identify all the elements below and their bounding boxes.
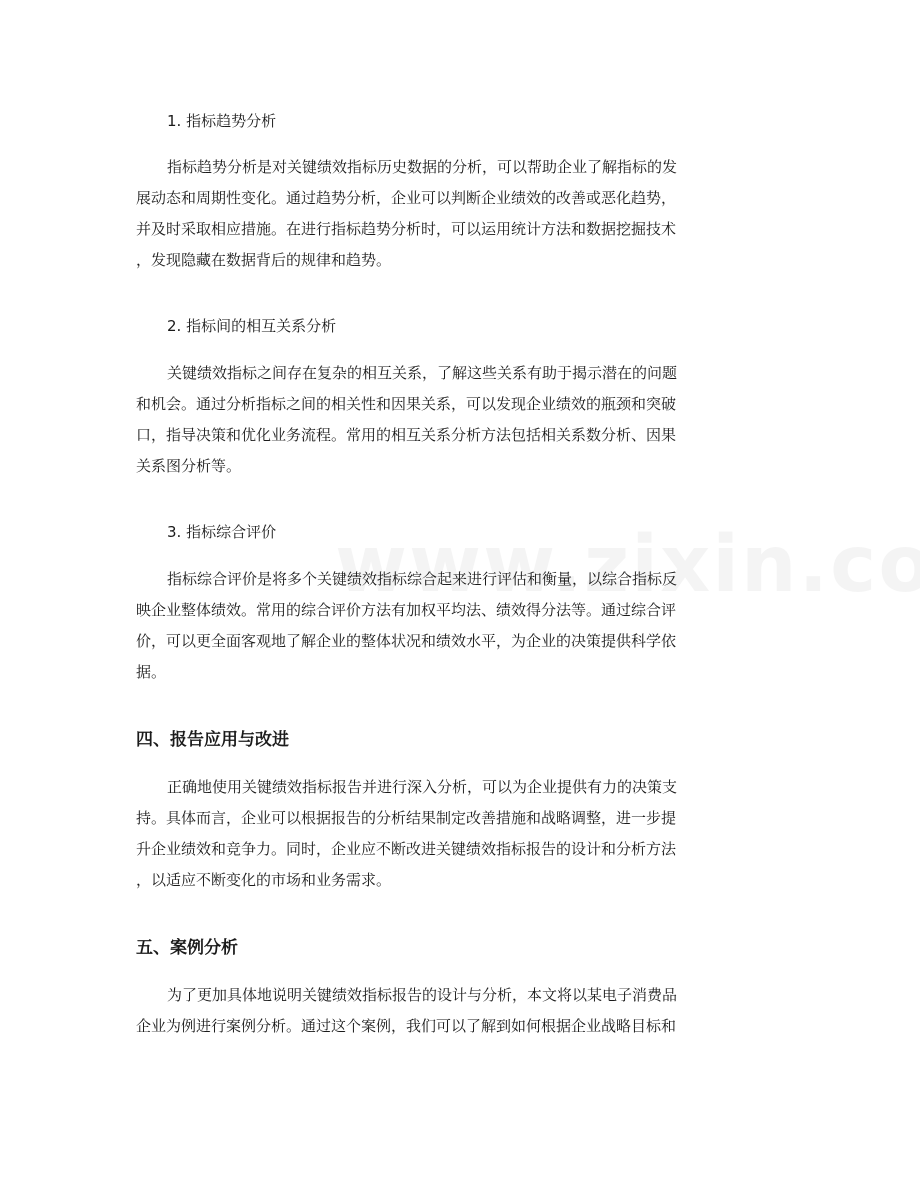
paragraph-line: 口，指导决策和优化业务流程。常用的相互关系分析方法包括相关系数分析、因果 (136, 426, 677, 444)
paragraph-line: 指标综合评价是将多个关键绩效指标综合起来进行评估和衡量，以综合指标反 (167, 570, 678, 588)
heading-report-application: 四、报告应用与改进 (136, 730, 289, 750)
subheading-comprehensive-evaluation: 3. 指标综合评价 (167, 523, 277, 541)
heading-case-analysis: 五、案例分析 (136, 938, 238, 958)
subheading-trend-analysis: 1. 指标趋势分析 (167, 112, 277, 130)
paragraph-line: 为了更加具体地说明关键绩效指标报告的设计与分析，本文将以某电子消费品 (167, 986, 678, 1004)
paragraph-line: 和机会。通过分析指标之间的相关性和因果关系，可以发现企业绩效的瓶颈和突破 (136, 395, 677, 413)
paragraph-line: 关键绩效指标之间存在复杂的相互关系，了解这些关系有助于揭示潜在的问题 (167, 364, 678, 382)
paragraph-line: 指标趋势分析是对关键绩效指标历史数据的分析，可以帮助企业了解指标的发 (167, 158, 678, 176)
paragraph-line: 持。具体而言，企业可以根据报告的分析结果制定改善措施和战略调整，进一步提 (136, 809, 677, 827)
paragraph-line: 关系图分析等。 (136, 457, 242, 475)
paragraph-line: 企业为例进行案例分析。通过这个案例，我们可以了解到如何根据企业战略目标和 (136, 1017, 677, 1035)
paragraph-line: 价，可以更全面客观地了解企业的整体状况和绩效水平，为企业的决策提供科学依 (136, 632, 677, 650)
paragraph-line: ，以适应不断变化的市场和业务需求。 (136, 871, 392, 889)
paragraph-line: 映企业整体绩效。常用的综合评价方法有加权平均法、绩效得分法等。通过综合评 (136, 601, 677, 619)
paragraph-line: 据。 (136, 663, 167, 681)
paragraph-case-analysis (136, 980, 786, 1042)
paragraph-comprehensive-evaluation (136, 564, 786, 688)
paragraph-trend-analysis (136, 152, 786, 276)
paragraph-correlation-analysis (136, 358, 786, 482)
paragraph-line: ，发现隐藏在数据背后的规律和趋势。 (136, 251, 392, 269)
subheading-correlation-analysis: 2. 指标间的相互关系分析 (167, 317, 337, 335)
paragraph-report-application (136, 772, 786, 896)
paragraph-line: 升企业绩效和竞争力。同时，企业应不断改进关键绩效指标报告的设计和分析方法 (136, 840, 677, 858)
paragraph-line: 并及时采取相应措施。在进行指标趋势分析时，可以运用统计方法和数据挖掘技术 (136, 220, 677, 238)
paragraph-line: 正确地使用关键绩效指标报告并进行深入分析，可以为企业提供有力的决策支 (167, 778, 678, 796)
paragraph-line: 展动态和周期性变化。通过趋势分析，企业可以判断企业绩效的改善或恶化趋势， (136, 189, 677, 207)
